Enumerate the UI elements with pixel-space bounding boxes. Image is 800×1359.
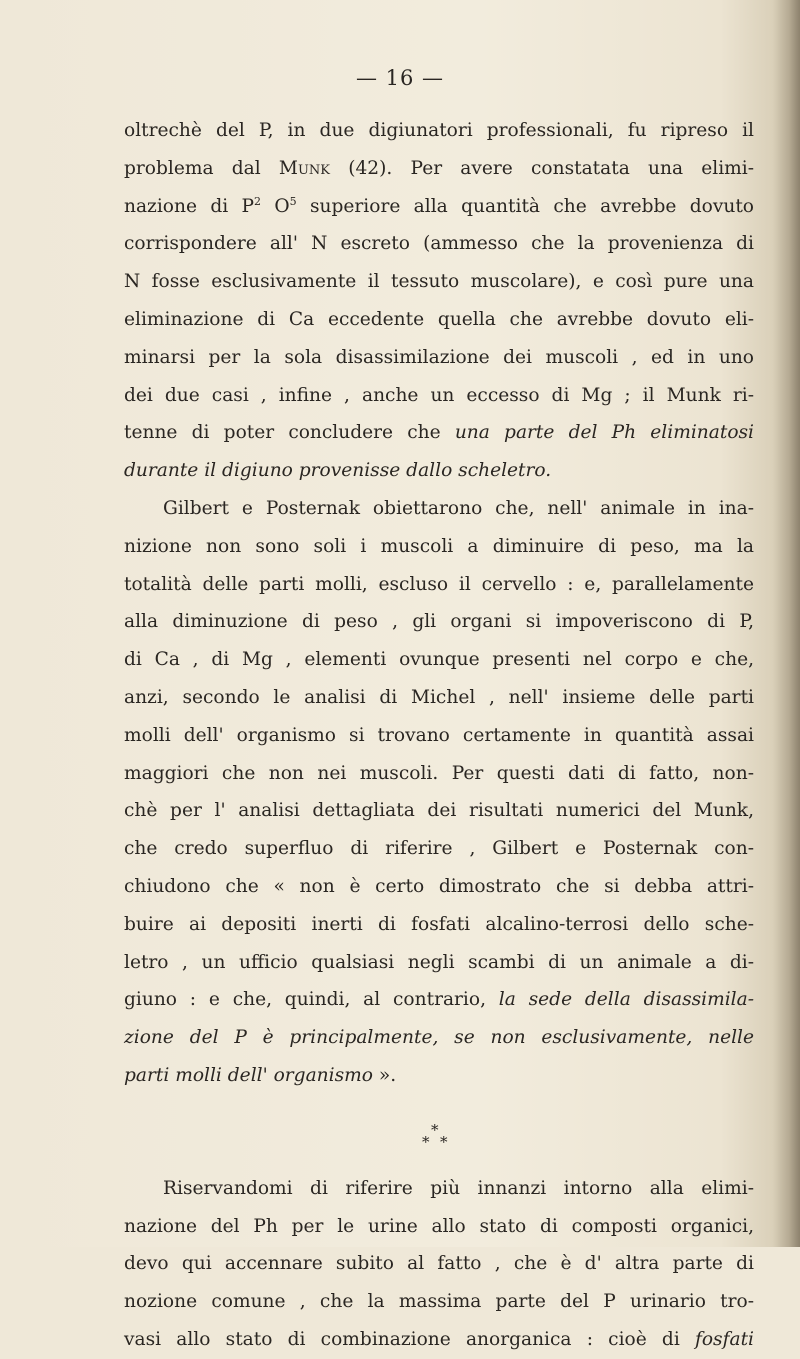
- text-line: [124, 1321, 754, 1359]
- text-line: nazione del Ph per le urine allo stato di composti organici,: [124, 1215, 754, 1237]
- page-edge-shadow: [772, 0, 800, 1247]
- text-line: Gilbert e Posternak obiettarono che, nell' animale in ina-: [163, 497, 754, 519]
- paragraph-2: [124, 490, 754, 1095]
- page-body: [124, 112, 754, 1359]
- text-run: giuno : e che, quindi, al contrario,: [124, 989, 499, 1011]
- text-run: problema dal: [124, 157, 279, 179]
- text-line: buire ai depositi inerti di fosfati alcalino-terrosi dello sche-: [124, 913, 754, 935]
- italic-text: la sede della disassimila-: [498, 989, 754, 1011]
- text-line: alla diminuzione di peso , gli organi si impoveriscono di P,: [124, 611, 754, 633]
- text-line: totalità delle parti molli, escluso il cervello : e, parallelamente: [124, 573, 754, 595]
- text-line: durante il digiuno provenisse dallo scheletro.: [124, 460, 552, 482]
- text-line: oltrechè del P, in due digiunatori professionali, fu ripreso il: [124, 120, 754, 141]
- asterism-separator: [124, 1095, 754, 1170]
- text-line: chiudono che « non è certo dimostrato che si debba attri-: [124, 875, 754, 897]
- author-name: Munk: [278, 157, 331, 179]
- page-number: — 16 —: [355, 66, 445, 90]
- text-line: corrispondere all' N escreto (ammesso che la provenienza di: [124, 233, 754, 255]
- text-line: zione del P è principalmente, se non esclusivamente, nelle: [124, 1027, 754, 1049]
- superscript: 5: [289, 194, 297, 208]
- italic-text: fosfati: [694, 1328, 754, 1350]
- text-line: letro , un ufficio qualsiasi negli scambi di un animale a di-: [124, 951, 754, 973]
- asterisk-top: *: [431, 1120, 439, 1139]
- italic-text: una parte del Ph eliminatosi: [454, 422, 754, 444]
- text-run: nazione di P: [124, 195, 255, 217]
- text-run: O: [261, 195, 290, 217]
- text-line: molli dell' organismo si trovano certamente in quantità assai: [124, 724, 754, 746]
- text-line: nizione non sono soli i muscoli a diminuire di peso, ma la: [124, 535, 754, 557]
- paragraph-1: [124, 112, 754, 490]
- text-line: [124, 414, 754, 452]
- text-line: maggiori che non nei muscoli. Per questi dati di fatto, non-: [124, 762, 754, 784]
- text-line: [124, 1057, 754, 1095]
- text-line: chè per l' analisi dettagliata dei risultati numerici del Munk,: [124, 800, 754, 822]
- text-line: dei due casi , infine , anche un eccesso di Mg ; il Munk ri-: [124, 384, 754, 406]
- text-run: (42). Per avere constatata una elimi-: [330, 157, 755, 179]
- text-line: che credo superfluo di riferire , Gilbert e Posternak con-: [124, 838, 754, 860]
- text-line: minarsi per la sola disassimilazione dei muscoli , ed in uno: [124, 346, 754, 368]
- text-line: di Ca , di Mg , elementi ovunque presenti nel corpo e che,: [124, 649, 754, 671]
- text-line: [124, 188, 754, 226]
- text-line: Riservandomi di riferire più innanzi intorno alla elimi-: [163, 1177, 754, 1199]
- text-line: [124, 150, 754, 188]
- text-line: [124, 981, 754, 1019]
- superscript: 2: [254, 194, 262, 208]
- text-line: nozione comune , che la massima parte del P urinario tro-: [124, 1291, 754, 1313]
- asterisk-left: *: [422, 1132, 430, 1151]
- text-run: vasi allo stato di combinazione anorganica : cioè di: [124, 1328, 695, 1350]
- text-run: tenne di poter concludere che: [124, 422, 455, 444]
- italic-text: parti molli dell' organismo: [124, 1064, 373, 1086]
- text-line: devo qui accennare subito al fatto , che è d' altra parte di: [124, 1253, 754, 1275]
- text-line: anzi, secondo le analisi di Michel , nell' insieme delle parti: [124, 686, 754, 708]
- text-run: ».: [372, 1064, 397, 1086]
- text-line: N fosse esclusivamente il tessuto muscolare), e così pure una: [124, 271, 754, 293]
- text-run: superiore alla quantità che avrebbe dovuto: [296, 195, 754, 217]
- paragraph-3: [124, 1170, 754, 1359]
- asterisk-right: *: [440, 1132, 448, 1151]
- text-line: eliminazione di Ca eccedente quella che avrebbe dovuto eli-: [124, 308, 754, 330]
